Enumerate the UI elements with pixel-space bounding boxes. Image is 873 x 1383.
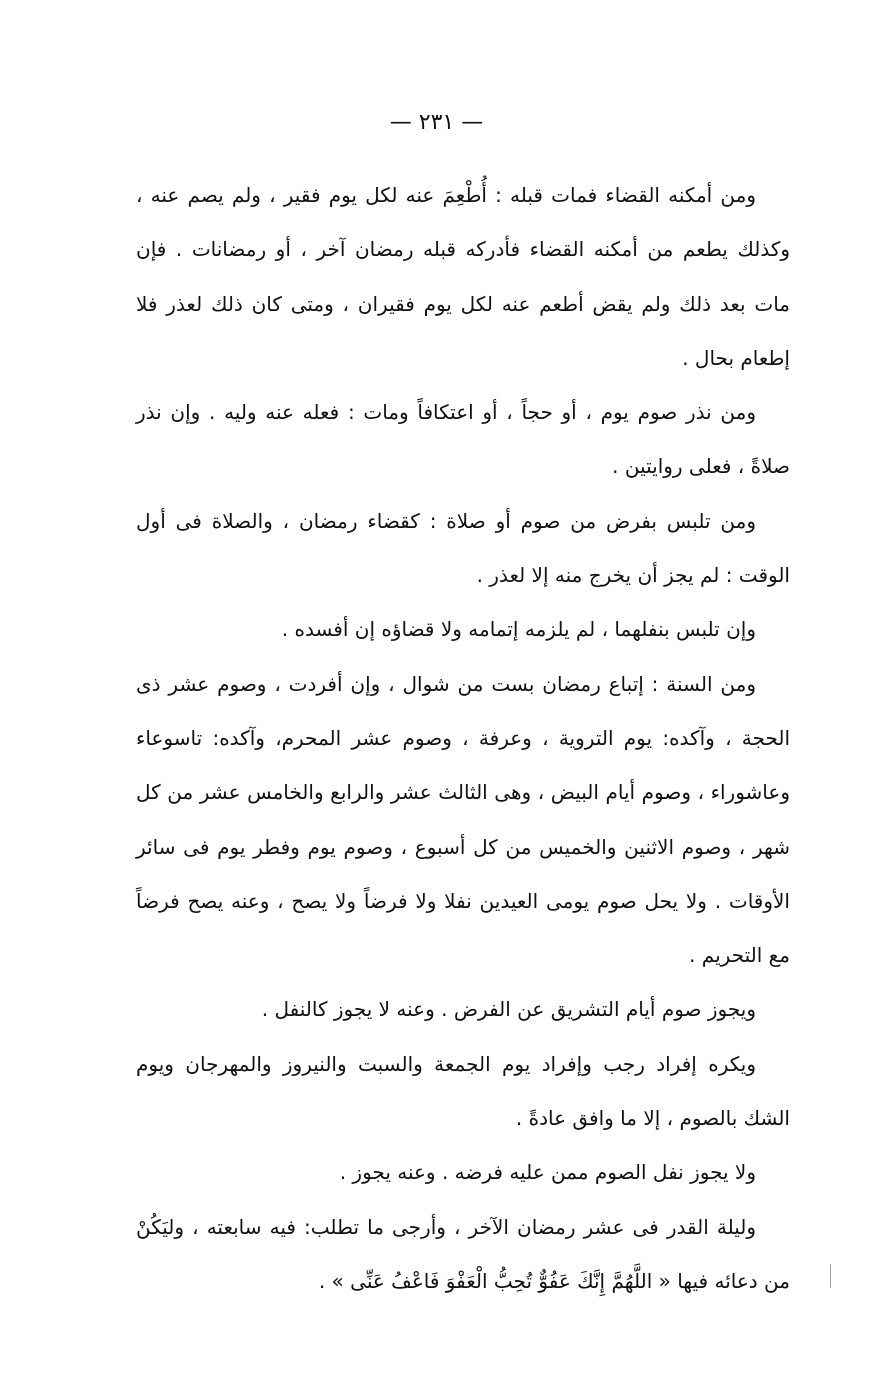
paragraph-obligatory-start: ومن تلبس بفرض من صوم أو صلاة : كقضاء رمضان ، والصلاة فى أول الوقت : لم يجز أن يخرج منه إلا لعذر . bbox=[136, 508, 790, 588]
paragraph-sunnah-fasts: ومن السنة : إتباع رمضان بست من شوال ، وإن أفردت ، وصوم عشر ذى الحجة ، وآكده: يوم التروية ، وعرفة ، وصوم عشر المحرم، وآكده: تاسوعاء وعاشوراء ، وصوم أيام البيض ، وهى الثالث عشر والرابع والخامس عشر من كل شهر ، وصوم الاثنين والخميس من كل أسبوع ، وصوم يوم وفطر يوم فى سائر الأوقات . ولا يحل صوم يومى العيدين نفلا ولا فرضاً ولا يصح ، وعنه يصح فرضاً مع التحريم . bbox=[136, 671, 790, 968]
margin-mark bbox=[830, 1264, 831, 1288]
paragraph-disliked-fasts: ويكره إفراد رجب وإفراد يوم الجمعة والسبت والنيروز والمهرجان ويوم الشك بالصوم ، إلا ما وافق عادةً . bbox=[136, 1051, 790, 1131]
paragraph-voluntary-with-debt: ولا يجوز نفل الصوم ممن عليه فرضه . وعنه يجوز . bbox=[339, 1160, 756, 1185]
paragraph-qada-feeding: ومن أمكنه القضاء فمات قبله : أُطْعِمَ عنه لكل يوم فقير ، ولم يصم عنه ، وكذلك يطعم من أمكنه القضاء فأدركه قبله رمضان آخر ، أو رمضانات . فإن مات بعد ذلك ولم يقض أطعم عنه لكل يوم فقيران ، ومتى كان ذلك لعذر فلا إطعام بحال . bbox=[136, 183, 790, 370]
paragraph-voluntary-start: وإن تلبس بنفلهما ، لم يلزمه إتمامه ولا قضاؤه إن أفسده . bbox=[281, 617, 756, 642]
paragraph-laylat-al-qadr: وليلة القدر فى عشر رمضان الآخر ، وأرجى ما تطلب: فيه سابعته ، وليَكُنْ من دعائه فيها « اللَّهُمَّ إِنَّكَ عَفُوٌّ تُحِبُّ الْعَفْوَ فَاعْفُ عَنِّى » . bbox=[136, 1214, 790, 1293]
paragraph-tashreeq: ويجوز صوم أيام التشريق عن الفرض . وعنه لا يجوز كالنفل . bbox=[261, 997, 756, 1022]
paragraph-vow: ومن نذر صوم يوم ، أو حجاً ، أو اعتكافاً ومات : فعله عنه وليه . وإن نذر صلاةً ، فعلى روايتين . bbox=[136, 400, 790, 479]
page-number: — ٢٣١ — bbox=[389, 110, 484, 135]
body-text bbox=[136, 168, 790, 1308]
